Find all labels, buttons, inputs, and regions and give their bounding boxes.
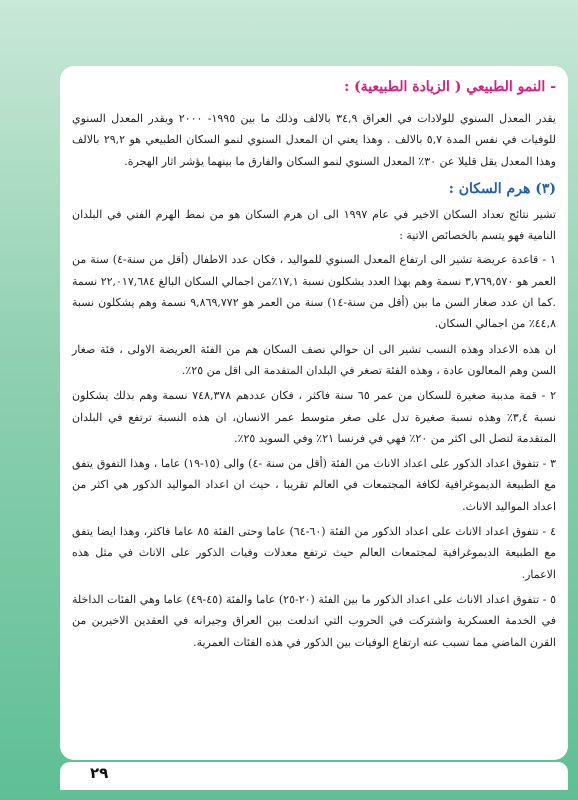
section-heading-natural-growth: - النمو الطبيعي ( الزيادة الطبيعية) : [344, 79, 556, 95]
page-footer [60, 762, 568, 790]
page-number: ٢٩ [90, 764, 109, 782]
pyramid-item-1-note: ان هذه الاعداد وهذه النسب تشير الى ان حوالي نصف السكان هم من الفئة العريضة الاولى ، فئة صغار السن وهم المعالون عادة ، وهذه الفئة تصغر في البلدان المتقدمة الى اقل من ٢٥٪. [72, 342, 556, 377]
pyramid-item-3: ٣ - تتفوق اعداد الذكور على اعداد الاناث من الفئة (أقل من سنة -٤) والى (١٥-١٩) عاما ، وهذا التفوق يتفق مع الطبيعة الديموغرافية لكافة المجتمعات في العالم تقريبا ، حيث ان اعداد المواليد الذكور هي اكثر من اعداد المواليد الاناث. [72, 457, 556, 513]
natural-growth-paragraph: يقدر المعدل السنوي للولادات في العراق ٣٤,٩ بالالف وذلك ما بين ١٩٩٥- ٢٠٠٠ ويقدر المعدل السنوي للوفيات في نفس المدة ٥,٧ بالالف . وهذا يعني ان المعدل السنوي لنمو السكان الطبيعي هو ٢٩,٢ بالالف وهذا المعدل يقل قليلا عن ٣٠٪ المعدل السنوي لنمو السكان والفارق ما بينهما يؤشر اثار الهجرة. [72, 112, 557, 168]
pyramid-item-2: ٢ - قمة مدببة صغيرة للسكان من عمر ٦٥ سنة فاكثر ، فكان عددهم ٧٤٨,٣٧٨ نسمة وهم بذلك يشكلون نسبة ٣,٤٪ وهذه نسبة صغيرة تدل على صغر متوسط عمر الانسان، ان هذه النسبة ترتفع في البلدان المتقدمة لتصل الى اكثر من ٢٠٪ فهي في فرنسا ٢١٪ وفي السويد ٢٥٪. [72, 389, 556, 445]
pyramid-item-5: ٥ - تتفوق اعداد الاناث على اعداد الذكور ما بين الفئة (٢٠-٢٥) عاما والفئة (٤٥-٤٩) عاما وهي الفئات الداخلة في الخدمة العسكرية واشتركت في الحروب التي اندلعت بين العراق وجيرانه في العقدين الاخيرين من القرن الماضي مما تسبب عنه ارتفاع الوفيات بين الذكور في هذه الفئات العمرية. [72, 592, 557, 649]
page-content [60, 66, 568, 760]
section-heading-population-pyramid: (٣) هرم السكان : [448, 180, 556, 197]
pyramid-item-4: ٤ - تتفوق اعداد الاناث على اعداد الذكور من الفئة (٦٠-٦٤) عاما وحتى الفئة ٨٥ عاما فاكثر، وهذا ايضا يتفق مع الطبيعة الديموغرافية لمجتمعات العالم حيث ترتفع معدلات وفيات الذكور على الاناث في مثل هذه الاعمار. [72, 525, 556, 581]
population-pyramid-intro: تشير نتائج تعداد السكان الاخير في عام ١٩٩٧ الى ان هرم السكان هو من نمط الهرم الفتي في البلدان النامية فهو يتسم بالخصائص الاتية : [72, 207, 556, 243]
pyramid-item-1: ١ - قاعدة عريضة تشير الى ارتفاع المعدل السنوي للمواليد ، فكان عدد الاطفال (أقل من سنة-٤) سنة من العمر هو ٣,٧٦٩,٥٧٠ نسمة وهم بهذا العدد يشكلون نسبة ١٧,١٪من اجمالي السكان البالغ ٢٢,٠١٧,٦٨٤ نسمة .كما ان عدد صغار السن ما بين (أقل من سنة-١٤) سنة من العمر هو ٩,٨٦٩,٧٧٢ نسمة وهم يشكلون نسبة ٤٤,٨٪ من اجمالي السكان. [72, 253, 556, 331]
